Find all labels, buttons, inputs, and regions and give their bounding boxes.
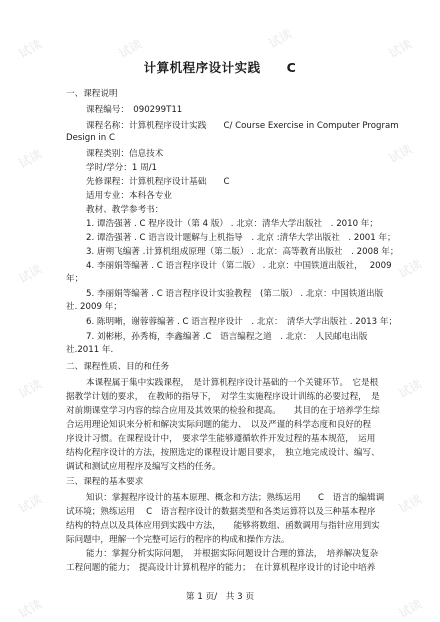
paragraph-line: 序设计习惯。在课程设计中， 要求学生能够遵循软件开发过程的基本规范， 运用	[66, 434, 376, 444]
watermark: 试读	[16, 146, 45, 171]
paragraph-line: 合运用理论知识来分析和解决实际问题的能力、 以及严谨的科学态度和良好的程	[66, 420, 372, 430]
prerequisite: 先修课程：计算机程序设计基础 C	[86, 177, 230, 187]
paragraph-line: 结构的特点以及具体应用到实践中方法， 能够将数组、函数调用与指针应用到实	[66, 521, 380, 531]
watermark: 试读	[386, 36, 415, 61]
watermark: 试读	[16, 491, 45, 516]
section-heading: 二、课程性质、目的和任务	[66, 362, 170, 372]
section-heading: 一、课程说明	[66, 89, 118, 99]
watermark: 试读	[396, 376, 425, 401]
paragraph-line: 试环境；熟练运用 C 语言程序设计的数据类型和各类运算符以及三种基本程序	[66, 507, 376, 517]
course-name: 课程名称：计算机程序设计实践 C/ Course Exercise in Computer Program	[86, 121, 399, 131]
applicable-major: 适用专业：本科各专业	[86, 191, 172, 201]
paragraph-line: 能力：掌握分析实际问题， 并根据实际问题设计合理的算法， 培养解决复杂	[86, 549, 379, 559]
watermark: 试读	[396, 256, 425, 281]
course-code: 课程编号： 090299T11	[86, 105, 183, 115]
document-title: 计算机程序设计实践 C	[143, 60, 297, 75]
reference-item: 1. 谭浩强著 . C 程序设计（第 4 版） . 北京：清华大学出版社 . 2010 年；	[86, 219, 378, 229]
page-footer: 第 1 页/ 共 3 页	[185, 592, 255, 602]
reference-item-cont: 年；	[66, 274, 84, 284]
watermark: 试读	[266, 26, 295, 51]
watermark: 试读	[16, 596, 45, 621]
reference-item: 4. 李丽娟等编著 . C 语言程序设计（第二版） . 北京：中国铁道出版社， 2009	[86, 261, 392, 271]
reference-item: 5. 李丽娟等编著 . C 语言程序设计实验教程 (第二版） . 北京：中国铁道出版	[86, 289, 384, 299]
reference-item-cont: 社.2011 年.	[66, 345, 114, 355]
paragraph-line: 结构化程序设计的方法，按照选定的课程设计题目要求， 独立地完成设计、编写、	[66, 448, 380, 458]
paragraph-line: 据教学计划的要求， 在教师的指导下， 对学生实施程序设计训练的必要过程， 是	[66, 392, 380, 402]
watermark: 试读	[396, 596, 425, 621]
watermark: 试读	[396, 491, 425, 516]
course-hours: 学时/学分：1 周/1	[86, 163, 158, 173]
reference-item-cont: 社. 2009 年；	[66, 302, 122, 312]
paragraph-line: 知识：掌握程序设计的基本原理、概念和方法；熟练运用 C 语言的编辑调	[86, 493, 385, 503]
watermark: 试读	[16, 376, 45, 401]
watermark: 试读	[16, 36, 45, 61]
paragraph-line: 工程问题的能力； 提高设计计算机程序的能力； 在计算机程序设计的讨论中培养	[66, 563, 376, 573]
section-heading: 三、课程的基本要求	[66, 477, 144, 487]
reference-item: 7. 刘彬彬，孙秀梅，李鑫编著 .C 语言编程之道 . 北京： 人民邮电出版	[86, 332, 368, 342]
course-type: 课程类别：信息技术	[86, 149, 164, 159]
reference-item: 6. 陈明晰，谢蓉蓉编著 . C 语言程序设计 . 北京： 清华大学出版社 . 2013 年；	[86, 317, 398, 327]
reference-item: 2. 谭浩强著 . C 语言设计题解与上机指导 . 北京 :清华大学出版社 . 2001 年；	[86, 233, 396, 243]
watermark: 试读	[16, 261, 45, 286]
paragraph-line: 本课程属于集中实践课程， 是计算机程序设计基础的一个关键环节。 它是根	[86, 378, 379, 388]
paragraph-line: 调试和测试应用程序及编写文档的任务。	[66, 462, 221, 472]
reference-item: 3. 唐朔飞编著 .计算机组成原理（第二版） . 北京：高等教育出版社 . 2008 年；	[86, 247, 399, 257]
paragraph-line: 对前期课堂学习内容的综合应用及其效果的检验和提高。 其目的在于培养学生综	[66, 406, 380, 416]
watermark: 试读	[386, 141, 415, 166]
references-heading: 教材、教学参考书：	[86, 205, 164, 215]
paragraph-line: 际问题中，理解一个完整可运行的程序的构成和操作方法。	[66, 535, 290, 545]
watermark: 试读	[116, 36, 145, 61]
course-name-cont: Design in C	[66, 133, 115, 143]
